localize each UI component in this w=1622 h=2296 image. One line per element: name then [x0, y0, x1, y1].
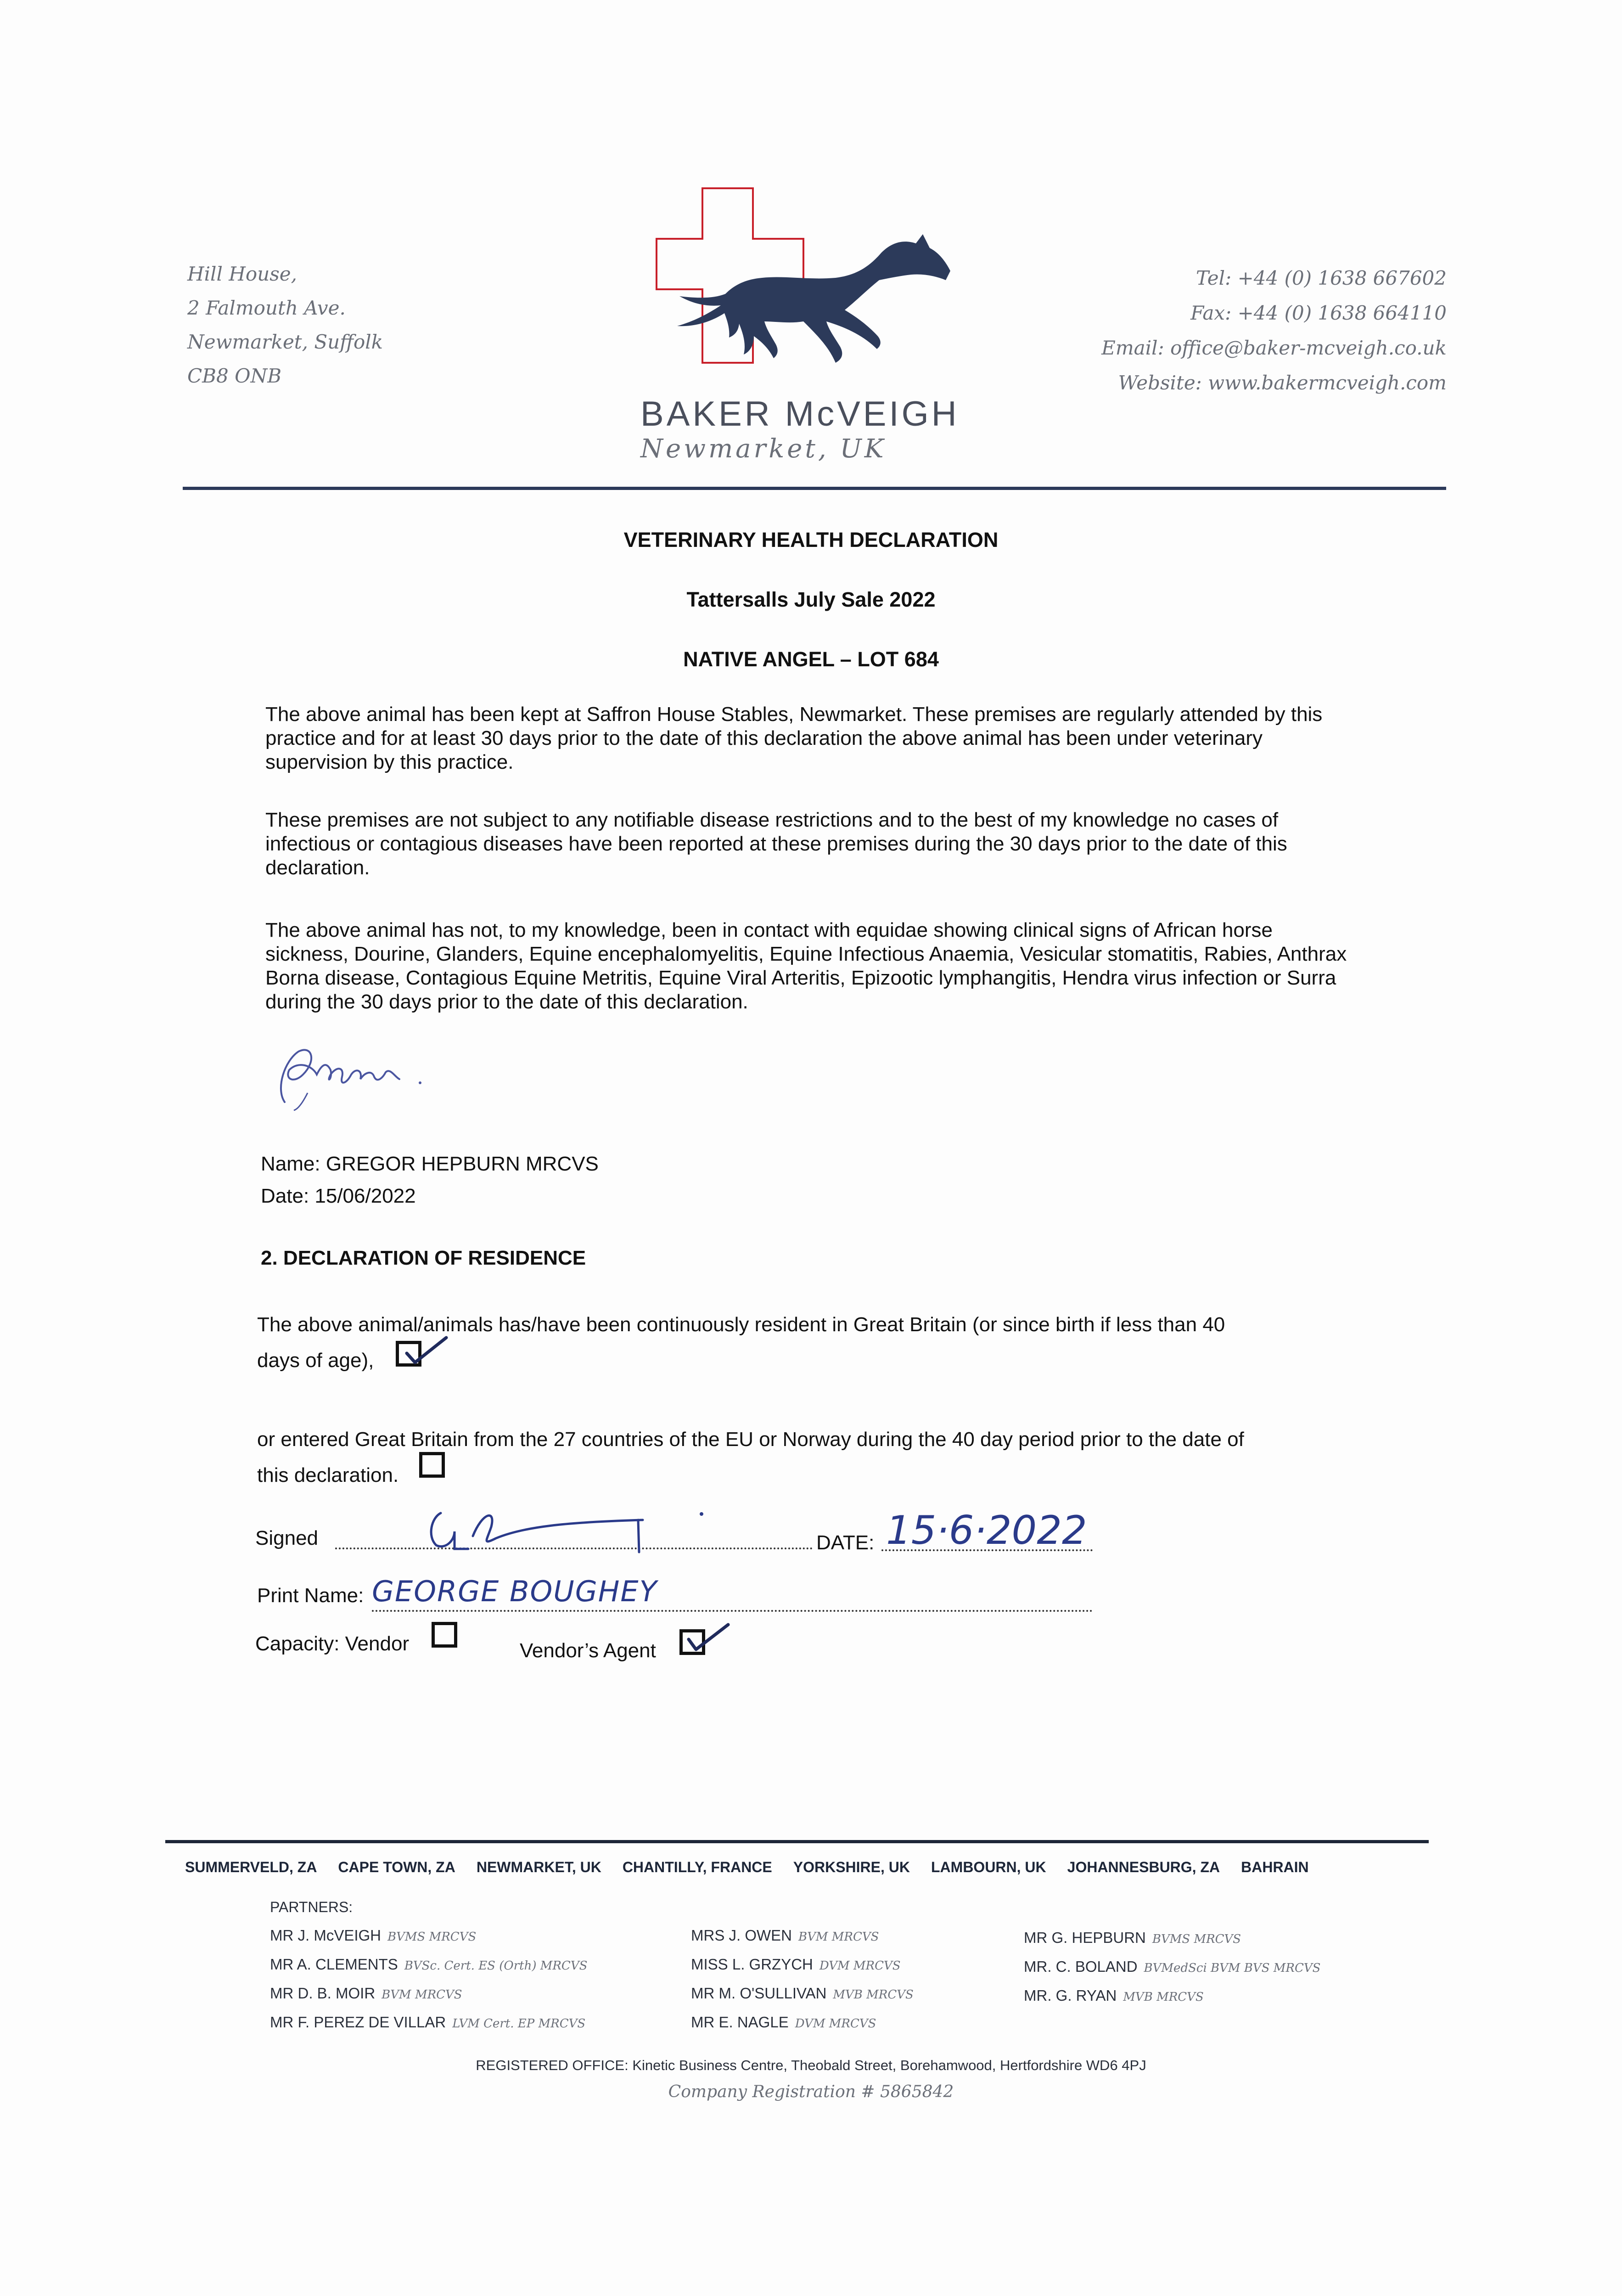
partner-entry [1024, 1953, 1320, 1982]
partner-name: MR A. CLEMENTS [270, 1956, 398, 1973]
lot-title: NATIVE ANGEL – LOT 684 [683, 647, 939, 671]
location: LAMBOURN, UK [931, 1859, 1046, 1875]
website: Website: www.bakermcveigh.com [1118, 371, 1447, 394]
partner-name: MR E. NAGLE [691, 2014, 789, 2031]
partner-name: MRS J. OWEN [691, 1927, 792, 1944]
header-divider [183, 487, 1446, 490]
declaration-paragraph: The above animal has not, to my knowledge, been in contact with equidae showing clinical signs of African horse sickness, Dourine, Glanders, Equine encephalomyelitis, Equine Infectious Anaemia, Vesicular stomatitis, Rabies, Anthrax Borna disease, Contagious Equine Metritis, Equine Viral Arteritis, Epizootic lymphangitis, Hendra virus infection or Surra during the 30 days prior to the date of this declaration. [265, 919, 1347, 1013]
brand-location: Newmarket, UK [640, 434, 887, 464]
partner-name: MR D. B. MOIR [270, 1985, 376, 2002]
residence-text: or entered Great Britain from the 27 countries of the EU or Norway during the 40 day period prior to the date of [257, 1428, 1244, 1451]
partner-name: MISS L. GRZYCH [691, 1956, 813, 1973]
capacity-label: Capacity: Vendor [255, 1632, 410, 1655]
partner-qualification: BVM MRCVS [382, 1988, 462, 2002]
partners-column [1024, 1924, 1320, 2011]
vet-signature [257, 1033, 450, 1111]
partner-entry [270, 1922, 587, 1951]
vendors-agent-checkbox[interactable] [679, 1629, 705, 1655]
address-line: 2 Falmouth Ave. [187, 297, 346, 319]
partner-name: MR M. O'SULLIVAN [691, 1985, 827, 2002]
telephone: Tel: +44 (0) 1638 667602 [1196, 267, 1447, 289]
partner-entry [691, 1951, 914, 1980]
partner-entry [1024, 1982, 1320, 2011]
partner-name: MR F. PEREZ DE VILLAR [270, 2014, 446, 2031]
partner-entry [270, 1980, 587, 2009]
location: CAPE TOWN, ZA [338, 1859, 455, 1875]
residence-text: days of age), [257, 1349, 374, 1372]
address-line: Newmarket, Suffolk [187, 331, 383, 353]
partner-name: MR J. McVEIGH [270, 1927, 382, 1944]
partner-entry [270, 1951, 587, 1980]
residence-text: this declaration. [257, 1464, 399, 1486]
partner-qualification: LVM Cert. EP MRCVS [452, 2017, 586, 2031]
partner-entry [691, 1922, 914, 1951]
address-line: CB8 ONB [187, 365, 282, 387]
company-registration: Company Registration # 5865842 [668, 2082, 954, 2101]
vet-date: Date: 15/06/2022 [261, 1185, 416, 1207]
partner-entry [270, 2009, 587, 2037]
partner-qualification: BVMedSci BVM BVS MRCVS [1144, 1961, 1321, 1975]
handwritten-name-text: GEORGE BOUGHEY [372, 1575, 658, 1608]
partner-entry [1024, 1924, 1320, 1953]
vendors-agent-label: Vendor’s Agent [520, 1639, 656, 1662]
address-block [187, 257, 383, 393]
registered-office [0, 2057, 1622, 2074]
date-label: DATE: [816, 1531, 875, 1554]
office-locations [185, 1859, 1425, 1876]
partner-name: MR. G. RYAN [1024, 1987, 1117, 2004]
location: BAHRAIN [1241, 1859, 1309, 1875]
vendor-checkbox[interactable] [432, 1622, 457, 1648]
contact-block [1101, 261, 1447, 400]
partner-qualification: MVB MRCVS [1123, 1990, 1204, 2004]
horse-icon [677, 234, 950, 363]
print-name-label: Print Name: [257, 1584, 364, 1607]
location: JOHANNESBURG, ZA [1067, 1859, 1220, 1875]
partner-name: MR. C. BOLAND [1024, 1958, 1138, 1975]
address-line: Hill House, [187, 263, 297, 285]
sale-title: Tattersalls July Sale 2022 [686, 588, 936, 611]
partner-qualification: BVSc. Cert. ES (Orth) MRCVS [404, 1959, 588, 1973]
fax: Fax: +44 (0) 1638 664110 [1190, 302, 1447, 324]
horse-cross-logo [652, 184, 982, 395]
partner-qualification: BVMS MRCVS [1152, 1932, 1241, 1946]
partner-qualification: DVM MRCVS [795, 2017, 876, 2031]
location: CHANTILLY, FRANCE [622, 1859, 772, 1875]
declaration-paragraph: These premises are not subject to any notifiable disease restrictions and to the best of my knowledge no cases of infectious or contagious diseases have been reported at these premises during the 30 days prior to the date of this declaration. [265, 809, 1287, 879]
registered-office-address: Kinetic Business Centre, Theobald Street, Borehamwood, Hertfordshire WD6 4PJ [632, 2057, 1146, 2073]
brand-name: BAKER McVEIGH [640, 394, 960, 433]
partner-entry [691, 2009, 914, 2037]
partner-qualification: BVMS MRCVS [387, 1930, 477, 1944]
partner-name: MR G. HEPBURN [1024, 1929, 1146, 1946]
handwritten-date-text: 15·6·2022 [886, 1508, 1087, 1553]
location: SUMMERVELD, ZA [185, 1859, 317, 1875]
partner-entry [691, 1980, 914, 2009]
location: NEWMARKET, UK [476, 1859, 601, 1875]
partner-qualification: MVB MRCVS [833, 1988, 914, 2002]
partners-column [270, 1922, 587, 2037]
partners-column [691, 1922, 914, 2037]
handwritten-date [886, 1506, 1125, 1557]
partner-qualification: BVM MRCVS [798, 1930, 879, 1944]
registered-office-label: REGISTERED OFFICE: [476, 2057, 629, 2073]
document-title: VETERINARY HEALTH DECLARATION [623, 528, 999, 551]
vet-name: Name: GREGOR HEPBURN MRCVS [261, 1153, 599, 1175]
declaration-paragraph: The above animal has been kept at Saffron House Stables, Newmarket. These premises are regularly attended by this practice and for at least 30 days prior to the date of this declaration the above animal has been under veterinary supervision by this practice. [265, 703, 1323, 773]
vendor-signature [404, 1495, 725, 1559]
email: Email: office@baker-mcveigh.co.uk [1101, 337, 1447, 359]
location: YORKSHIRE, UK [793, 1859, 910, 1875]
residence-heading: 2. DECLARATION OF RESIDENCE [261, 1247, 586, 1269]
eu-entry-checkbox[interactable] [419, 1452, 445, 1478]
partners-label: PARTNERS: [270, 1899, 353, 1915]
signed-label: Signed [255, 1527, 319, 1549]
footer-divider [165, 1840, 1429, 1843]
gb-resident-checkbox[interactable] [396, 1341, 421, 1367]
handwritten-print-name [372, 1568, 721, 1614]
partner-qualification: DVM MRCVS [819, 1959, 901, 1973]
residence-text: The above animal/animals has/have been continuously resident in Great Britain (or since birth if less than 40 [257, 1313, 1225, 1336]
